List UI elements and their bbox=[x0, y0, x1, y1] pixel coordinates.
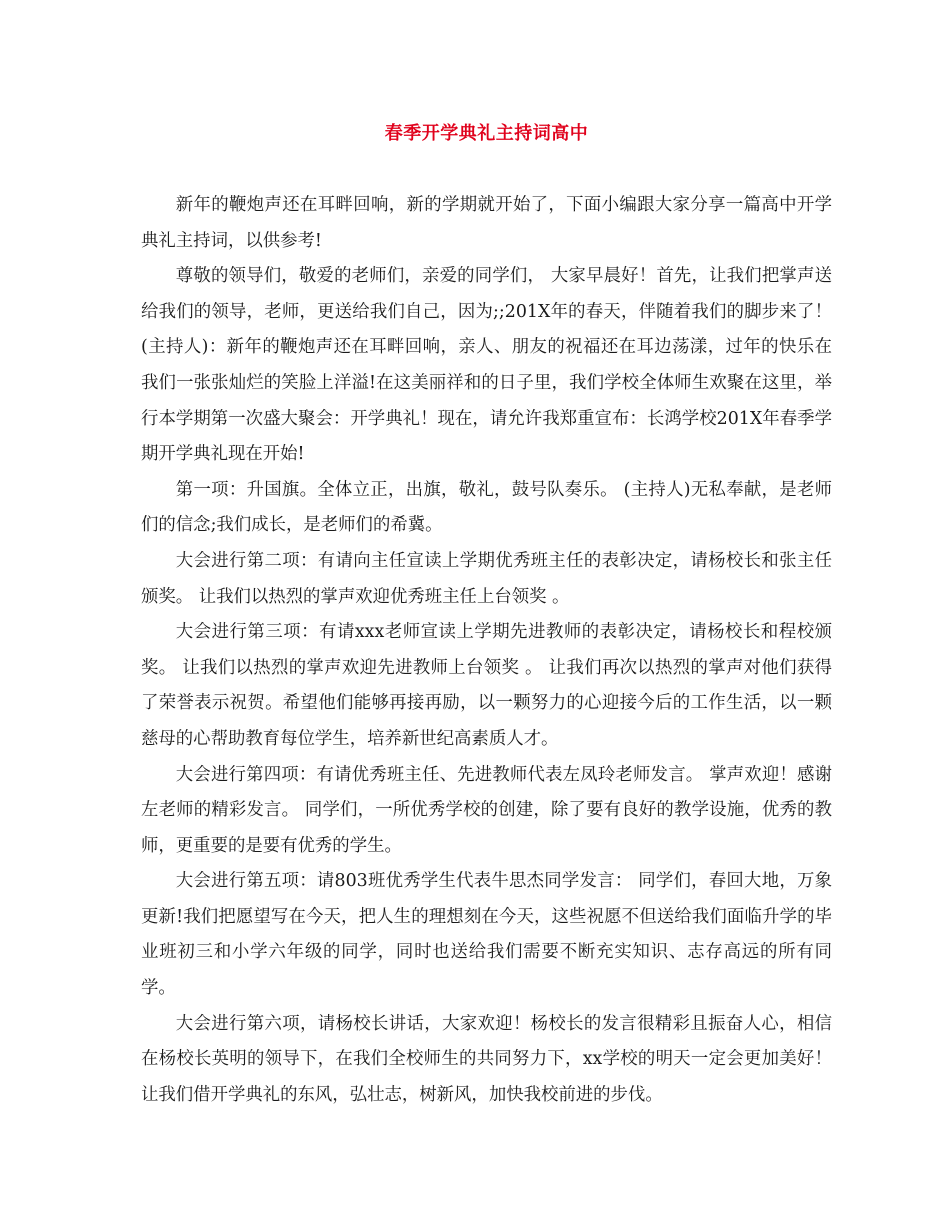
paragraph-intro: 新年的鞭炮声还在耳畔回响，新的学期就开始了，下面小编跟大家分享一篇高中开学典礼主持词，以供参考! bbox=[141, 195, 832, 251]
paragraph-item-5: 大会进行第五项：请803班优秀学生代表牛思杰同学发言： 同学们，春回大地，万象更新!我们把愿望写在今天，把人生的理想刻在今天，这些祝愿不但送给我们面临升学的毕业班初三和小学六年级的同学，同时也送给我们需要不断充实知识、志存高远的所有同学。 bbox=[141, 871, 832, 999]
paragraph-item-2: 大会进行第二项：有请向主任宣读上学期优秀班主任的表彰决定，请杨校长和张主任颁奖。 让我们以热烈的掌声欢迎优秀班主任上台领奖 。 bbox=[141, 550, 832, 607]
paragraph-item-1: 第一项：升国旗。全体立正，出旗，敬礼，鼓号队奏乐。 (主持人)无私奉献，是老师们的信念;我们成长，是老师们的希冀。 bbox=[141, 479, 832, 536]
paragraph-item-4: 大会进行第四项：有请优秀班主任、先进教师代表左凤玲老师发言。 掌声欢迎！感谢左老师的精彩发言。 同学们，一所优秀学校的创建，除了要有良好的教学设施，优秀的教师，更重要的是要有优秀的学生。 bbox=[141, 764, 832, 856]
document-body bbox=[141, 188, 832, 1113]
paragraph-item-3: 大会进行第三项：有请xxx老师宣读上学期先进教师的表彰决定，请杨校长和程校颁奖。 让我们以热烈的掌声欢迎先进教师上台领奖 。 让我们再次以热烈的掌声对他们获得了荣誉表示祝贺。希望他们能够再接再励，以一颗努力的心迎接今后的工作生活，以一颗慈母的心帮助教育每位学生，培养新世纪高素质人才。 bbox=[141, 622, 832, 749]
paragraph-opening: 尊敬的领导们，敬爱的老师们，亲爱的同学们， 大家早晨好！首先，让我们把掌声送给我们的领导，老师，更送给我们自己，因为;;201X年的春天，伴随着我们的脚步来了！(主持人)：新年的鞭炮声还在耳畔回响，亲人、朋友的祝福还在耳边荡漾，过年的快乐在我们一张张灿烂的笑脸上洋溢!在这美丽祥和的日子里，我们学校全体师生欢聚在这里，举行本学期第一次盛大聚会：开学典礼！现在，请允许我郑重宣布：长鸿学校201X年春季学期开学典礼现在开始! bbox=[141, 266, 832, 465]
paragraph-item-6: 大会进行第六项，请杨校长讲话，大家欢迎！杨校长的发言很精彩且振奋人心，相信在杨校长英明的领导下，在我们全校师生的共同努力下，xx学校的明天一定会更加美好！让我们借开学典礼的东风，弘壮志，树新风，加快我校前进的步伐。 bbox=[141, 1013, 832, 1105]
document-title: 春季开学典礼主持词高中 bbox=[384, 123, 589, 144]
